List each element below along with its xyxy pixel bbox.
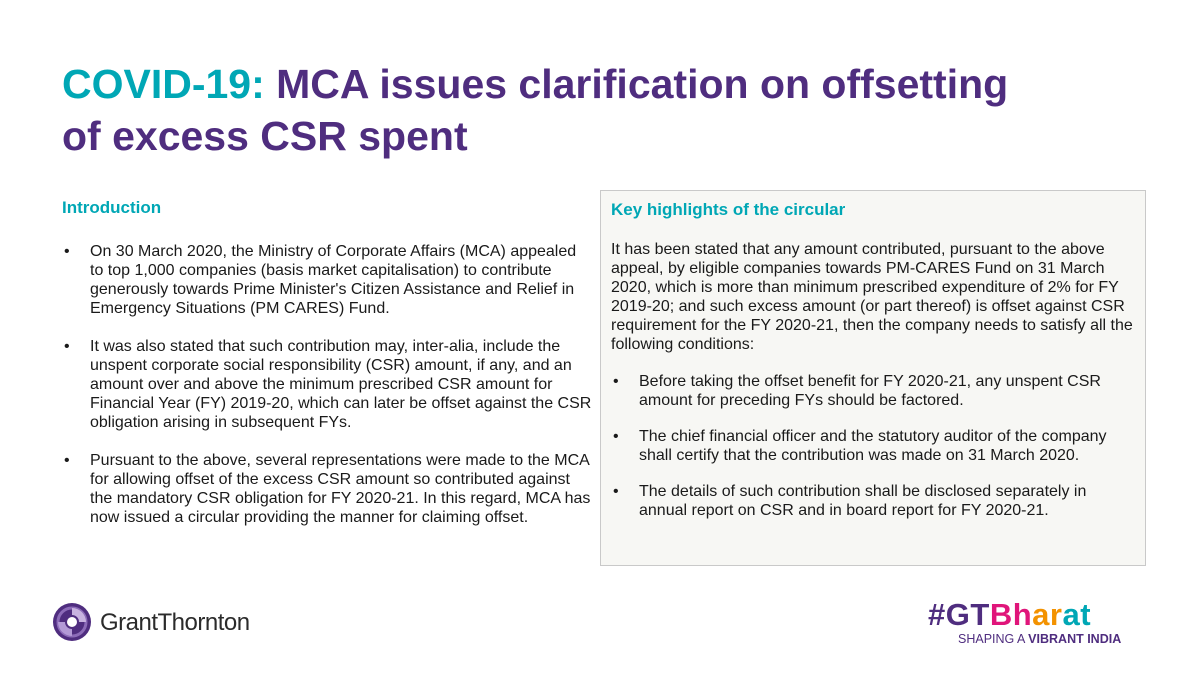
bullet-glyph: •: [613, 483, 619, 500]
gtbharat-tagline: [958, 632, 1138, 646]
bullet-glyph: •: [613, 373, 619, 390]
bullet-glyph: •: [64, 452, 70, 469]
list-item-text: The details of such contribution shall be disclosed separately in annual report on CSR and in board report for FY 2020-21.: [639, 483, 1087, 519]
highlights-heading: Key highlights of the circular: [611, 200, 846, 219]
gtbharat-logo: [928, 598, 1138, 648]
gtbharat-at: at: [1062, 597, 1092, 632]
grant-thornton-wordmark: GrantThornton: [100, 609, 250, 636]
bullet-glyph: •: [64, 338, 70, 355]
list-item-text: It was also stated that such contribution may, inter-alia, include the unspent corporate social responsibility (CSR) amount, if any, and an amount over and above the minimum prescribed CSR amount for Financial Year (FY) 2019-20, which can later be offset against the CSR obligation arising in subsequent FYs.: [90, 338, 592, 431]
introduction-list: [62, 242, 592, 527]
gtbharat-tagline-b: VIBRANT INDIA: [1028, 632, 1122, 646]
grant-thornton-logo: [52, 602, 312, 642]
bullet-glyph: •: [613, 428, 619, 445]
gtbharat-hashtag: [928, 598, 1138, 632]
list-item-text: On 30 March 2020, the Ministry of Corporate Affairs (MCA) appealed to top 1,000 companies (basis market capitalisation) to contribute generously towards Prime Minister's Citizen Assistance and Relief in Emergency Situations (PM CARES) Fund.: [90, 243, 577, 317]
list-item: [611, 482, 1135, 520]
highlights-intro: It has been stated that any amount contributed, pursuant to the above appeal, by eligible companies towards PM-CARES Fund on 31 March 2020, which is more than minimum prescribed expenditure of 2% for FY 2019-20; and such excess amount (or part thereof) is offset against CSR requirement for the FY 2020-21, then the company needs to satisfy all the following conditions:: [611, 241, 1133, 353]
grant-thornton-logo-mark-icon: [52, 602, 92, 642]
highlights-list: [611, 372, 1135, 520]
gtbharat-tagline-a: SHAPING A: [958, 632, 1029, 646]
list-item-text: Pursuant to the above, several representations were made to the MCA for allowing offset of the excess CSR amount so contributed against the mandatory CSR obligation for FY 2020-21. In this regard, MCA has now issued a circular providing the manner for claiming offset.: [90, 452, 591, 526]
list-item: [62, 451, 592, 527]
title-accent: COVID-19:: [62, 61, 265, 107]
list-item: [62, 337, 592, 432]
gtbharat-gt: GT: [945, 597, 990, 632]
gtbharat-bh: Bh: [989, 597, 1033, 632]
gtbharat-ar: ar: [1032, 597, 1063, 632]
list-item: [611, 427, 1135, 465]
list-item: [611, 372, 1135, 410]
list-item-text: Before taking the offset benefit for FY 2020-21, any unspent CSR amount for preceding FYs should be factored.: [639, 373, 1101, 409]
introduction-heading: Introduction: [62, 198, 162, 217]
bullet-glyph: •: [64, 243, 70, 260]
list-item: [62, 242, 592, 318]
page-title: [62, 58, 1162, 162]
title-main-line1: MCA issues clarification on offsetting: [264, 61, 1009, 107]
highlights-box: [600, 190, 1146, 566]
gtbharat-hash: #: [928, 597, 946, 632]
title-main-line2: of excess CSR spent: [62, 113, 468, 159]
list-item-text: The chief financial officer and the statutory auditor of the company shall certify that the contribution was made on 31 March 2020.: [639, 428, 1107, 464]
introduction-section: [62, 198, 592, 546]
